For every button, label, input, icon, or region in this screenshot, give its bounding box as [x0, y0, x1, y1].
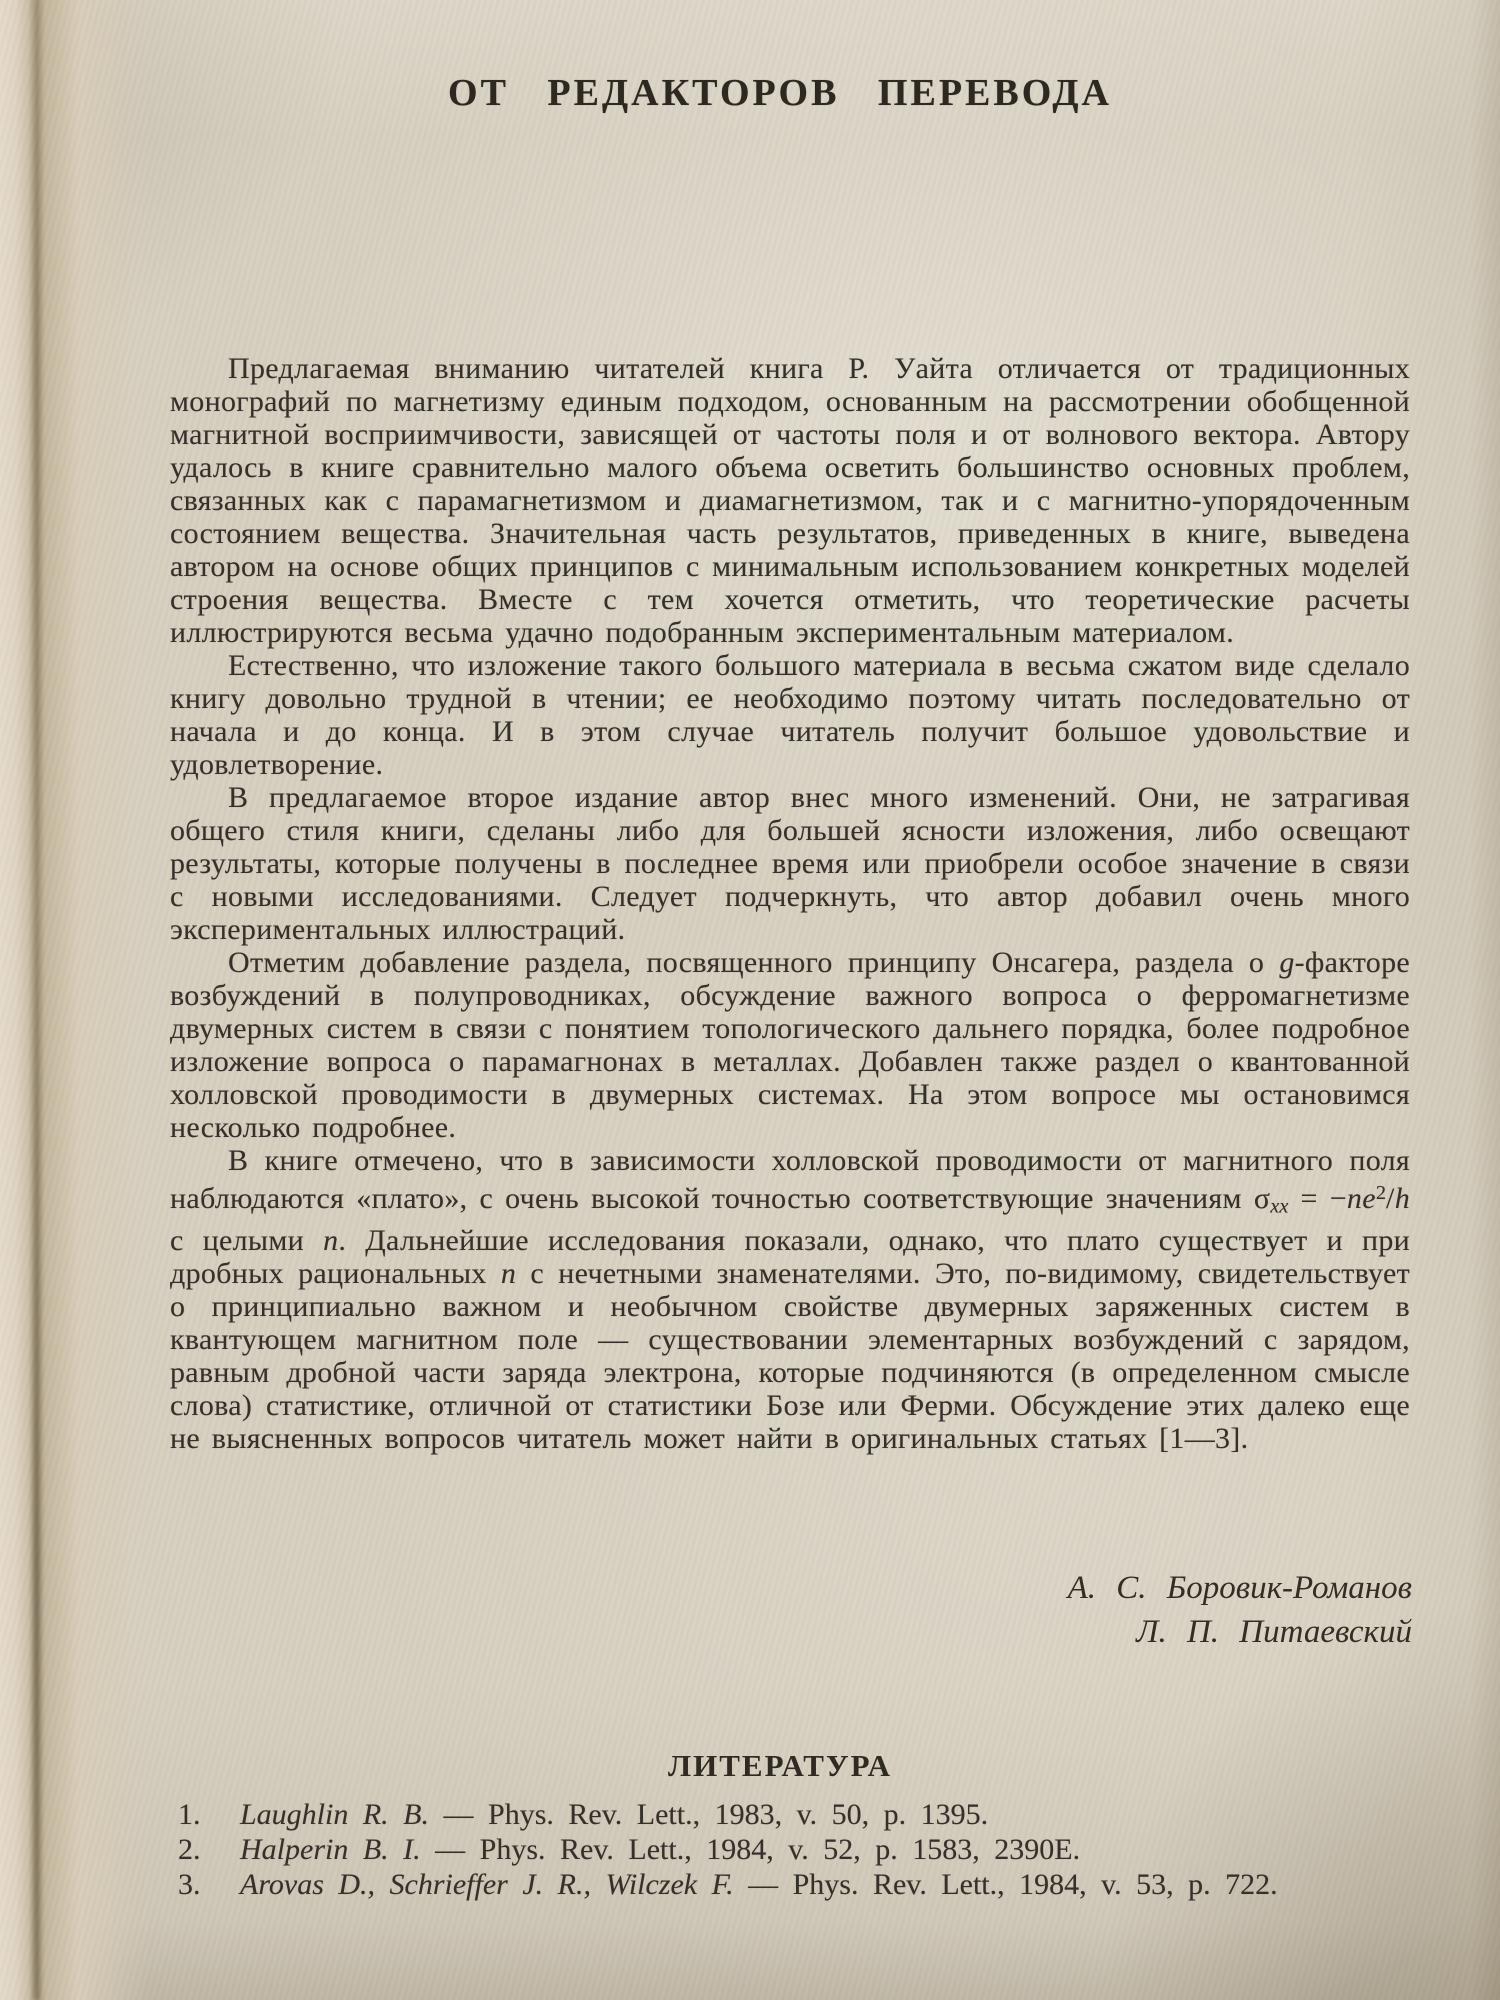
reference-number: 1.: [178, 1798, 201, 1831]
reference-authors: Halperin B. I.: [240, 1833, 421, 1866]
paragraph-1: Предлагаемая вниманию читателей книга Р. Уайта отличается от традиционных монографий по магнетизму единым подходом, основанным на рассмотрении обобщенной магнитной восприимчивости, зависящей от частоты поля и от волнового вектора. Автору удалось в книге сравнительно малого объема осветить большинство основных проблем, связанных как с парамагнетизмом и диамагнетизмом, так и с магнитно-упорядоченным состоянием вещества. Значительная часть результатов, приведенных в книге, выведена автором на основе общих принципов с минимальным использованием конкретных моделей строения вещества. Вместе с тем хочется отметить, что теоретические расчеты иллюстрируются весьма удачно подобранным экспериментальным материалом.: [170, 352, 1410, 649]
paragraph-4-text: Отметим добавление раздела, посвященного принципу Онсагера, раздела о: [228, 946, 1280, 979]
signature-line-1: А. С. Боровик-Романов: [1067, 1570, 1412, 1606]
formula-equals: = −: [1288, 1182, 1347, 1216]
paragraph-2: Естественно, что изложение такого большого материала в весьма сжатом виде сделало книгу довольно трудной в чтении; ее необходимо поэтому читать последовательно от начала и до конца. И в этом случае читатель получит большое удовольствие и удовлетворение.: [170, 649, 1410, 781]
formula-slash: /: [1386, 1182, 1395, 1216]
g-factor-symbol: g: [1279, 946, 1295, 979]
page-title: ОТ РЕДАКТОРОВ ПЕРЕВОДА: [448, 72, 1112, 114]
reference-number: 2.: [178, 1833, 201, 1866]
references-list: [170, 1797, 1432, 1902]
reference-authors: Arovas D., Schrieffer J. R., Wilczek F.: [240, 1868, 734, 1901]
signature-line-2: Л. П. Питаевский: [1136, 1614, 1412, 1650]
paragraph-5-text: В книге отмечено, что в зависимости холловской проводимости от магнитного поля наблюдаются «плато», с очень высокой точностью соответствующие значениям σ: [170, 1144, 1410, 1216]
reference-number: 3.: [178, 1868, 201, 1901]
paragraph-5-text: с целыми: [170, 1223, 324, 1257]
reference-source: — Phys. Rev. Lett., 1983, v. 50, p. 1395.: [429, 1798, 989, 1831]
formula-h: h: [1394, 1182, 1410, 1216]
paragraph-5-text: . Дальнейшие исследования показали, однако, что плато существует и при дробных рациональных: [170, 1223, 1410, 1290]
paragraph-3: В предлагаемое второе издание автор внес много изменений. Они, не затрагивая общего стиля книги, сделаны либо для большей ясности изложения, либо освещают результаты, которые получены в последнее время или приобрели особое значение в связи с новыми исследованиями. Следует подчеркнуть, что автор добавил очень много экспериментальных иллюстраций.: [170, 781, 1410, 946]
variable-n: n: [500, 1256, 517, 1290]
reference-authors: Laughlin R. B.: [240, 1798, 430, 1831]
paragraph-4: [170, 946, 1410, 1144]
references-heading: ЛИТЕРАТУРА: [668, 1748, 892, 1783]
page-gutter-crease: [33, 0, 40, 2000]
reference-item: [170, 1797, 1432, 1832]
body-text: [170, 352, 1410, 1455]
reference-item: [170, 1867, 1432, 1902]
paragraph-5: [170, 1144, 1410, 1455]
reference-source: — Phys. Rev. Lett., 1984, v. 52, p. 1583, 2390E.: [420, 1833, 1081, 1866]
sigma-subscript: xx: [1270, 1195, 1289, 1218]
formula-exponent: 2: [1375, 1182, 1387, 1204]
variable-n: n: [323, 1223, 339, 1257]
reference-source: — Phys. Rev. Lett., 1984, v. 53, p. 722.: [733, 1868, 1278, 1901]
signatures-block: [130, 1566, 1412, 1654]
formula-ne: ne: [1346, 1182, 1376, 1216]
reference-item: [170, 1832, 1432, 1867]
paragraph-4-text: -факторе возбуждений в полупроводниках, обсуждение важного вопроса о ферромагнетизме двумерных систем в связи с понятием топологического дальнего порядка, более подробное изложение вопроса о парамагнонах в металлах. Добавлен также раздел о квантованной холловской проводимости в двумерных системах. На этом вопросе мы остановимся несколько подробнее.: [170, 946, 1410, 1144]
paragraph-5-text: с нечетными знаменателями. Это, по-видимому, свидетельствует о принципиально важном и необычном свойстве двумерных заряженных систем в квантующем магнитном поле — существовании элементарных возбуждений с зарядом, равным дробной части заряда электрона, которые подчиняются (в определенном смысле слова) статистике, отличной от статистики Бозе или Ферми. Обсуждение этих далеко еще не выясненных вопросов читатель может найти в оригинальных статьях [1—3].: [170, 1256, 1410, 1455]
